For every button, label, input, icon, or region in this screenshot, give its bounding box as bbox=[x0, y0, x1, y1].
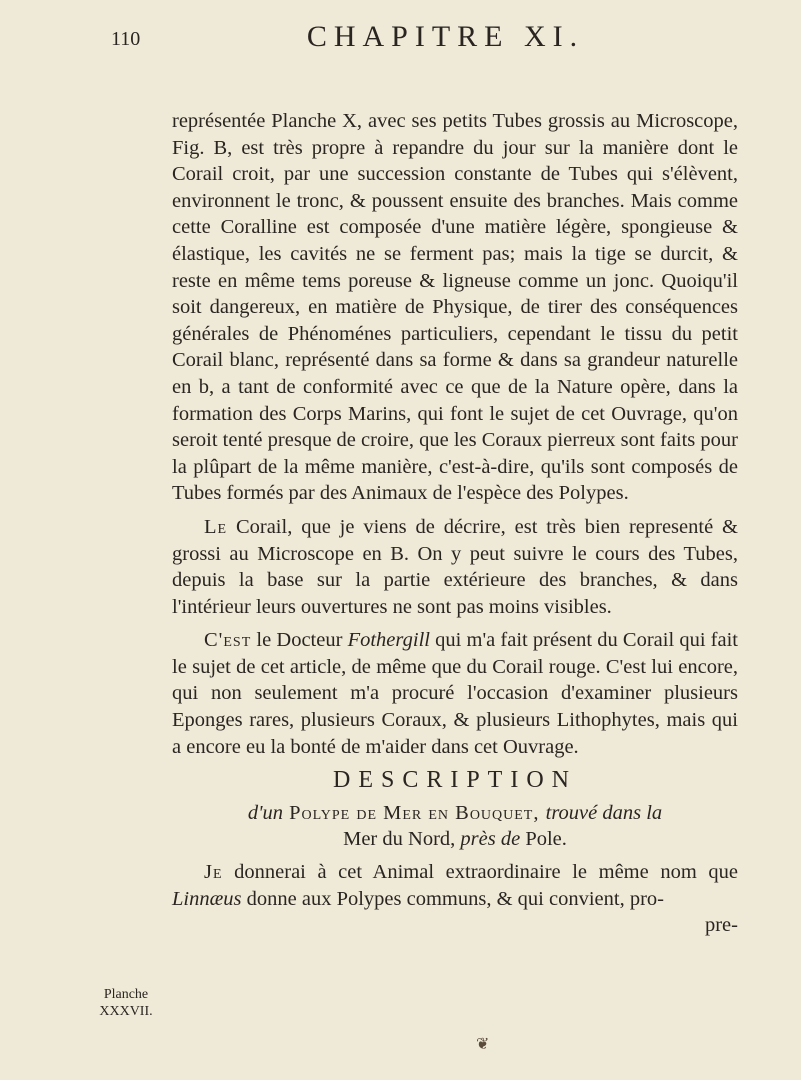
paragraph-4-lead: Je bbox=[204, 861, 223, 884]
text-block bbox=[172, 108, 738, 939]
margin-note-line-2: XXXVII. bbox=[99, 1004, 153, 1019]
paragraph-3-lead: C'est bbox=[204, 629, 252, 652]
subheading-pole: Pole. bbox=[520, 828, 567, 851]
paragraph-4-text-b: donne aux Polypes communs, & qui convient, pro- bbox=[241, 887, 664, 910]
section-subheading bbox=[172, 800, 738, 853]
margin-note bbox=[86, 986, 166, 1020]
catchword: pre- bbox=[704, 914, 738, 937]
paragraph-3-text-b: qui m'a fait présent du Corail qui fait le sujet de cet article, de même que du Corail rouge. C'est lui encore, qui non seulement m'a procuré l'occasion d'examiner plusieurs Eponges rares, plusieurs Coraux, & plusieurs Lithophytes, mais qui a encore eu la bonté de m'aider dans cet Ouvrage. bbox=[172, 629, 738, 758]
ornament-icon: ❦ bbox=[476, 1036, 490, 1053]
name-linnaeus: Linnæus bbox=[172, 887, 242, 910]
subheading-line-1 bbox=[172, 800, 738, 827]
page-number: 110 bbox=[111, 28, 141, 50]
paragraph-2-text: Corail, que je viens de décrire, est très bien representé & grossi au Microscope en B. On y peut suivre le cours des Tubes, depuis la base sur la partie extérieure des branches, & dans l'intérieur leurs ouvertures ne sont pas moins visibles. bbox=[172, 515, 738, 618]
paragraph-2-lead: Le bbox=[204, 515, 228, 538]
margin-note-line-1: Planche bbox=[103, 987, 149, 1002]
subheading-mer: Mer du Nord, bbox=[343, 828, 461, 851]
name-fothergill: Fothergill bbox=[347, 629, 430, 652]
paragraph-3 bbox=[172, 627, 738, 760]
subheading-dun: d'un bbox=[247, 801, 283, 824]
paragraph-1: représentée Planche X, avec ses petits Tubes grossis au Microscope, Fig. B, est très propre à repandre du jour sur la manière dont le Corail croit, par une succession constante de Tubes qui s'élèvent, environnent le tronc, & poussent ensuite des branches. Mais comme cette Coralline est composée d'une matière légère, spongieuse & élastique, les cavités ne se ferment pas; mais la tige se durcit, & reste en même tems poreuse & ligneuse comme un jonc. Quoiqu'il soit dangereux, en matière de Physique, de tirer des conséquences générales de Phénoménes particuliers, cependant le tissu du petit Corail blanc, représenté dans sa forme & dans sa grandeur naturelle en b, a tant de conformité avec ce que de la Nature opère, dans la formation des Corps Marins, qui font le sujet de cet Ouvrage, qu'on seroit tenté presque de croire, que les Coraux pierreux sont faits pour la plûpart de la même manière, c'est-à-dire, qu'ils sont composés de Tubes formés par des Animaux de l'espèce des Polypes. bbox=[172, 110, 738, 505]
section-heading: DESCRIPTION bbox=[332, 767, 577, 794]
paragraph-3-text-a: le Docteur bbox=[251, 629, 348, 652]
subheading-line-2 bbox=[172, 826, 738, 853]
subheading-title: Polype de Mer en Bouquet, bbox=[282, 801, 546, 824]
paragraph-4-text-a: donnerai à cet Animal extraordinaire le même nom que bbox=[222, 861, 738, 884]
running-head: CHAPITRE XI. bbox=[306, 20, 585, 53]
paragraph-2 bbox=[172, 514, 738, 620]
paragraph-4 bbox=[172, 859, 738, 912]
subheading-found: trouvé dans la bbox=[545, 801, 663, 824]
subheading-pres: près de bbox=[460, 828, 521, 851]
